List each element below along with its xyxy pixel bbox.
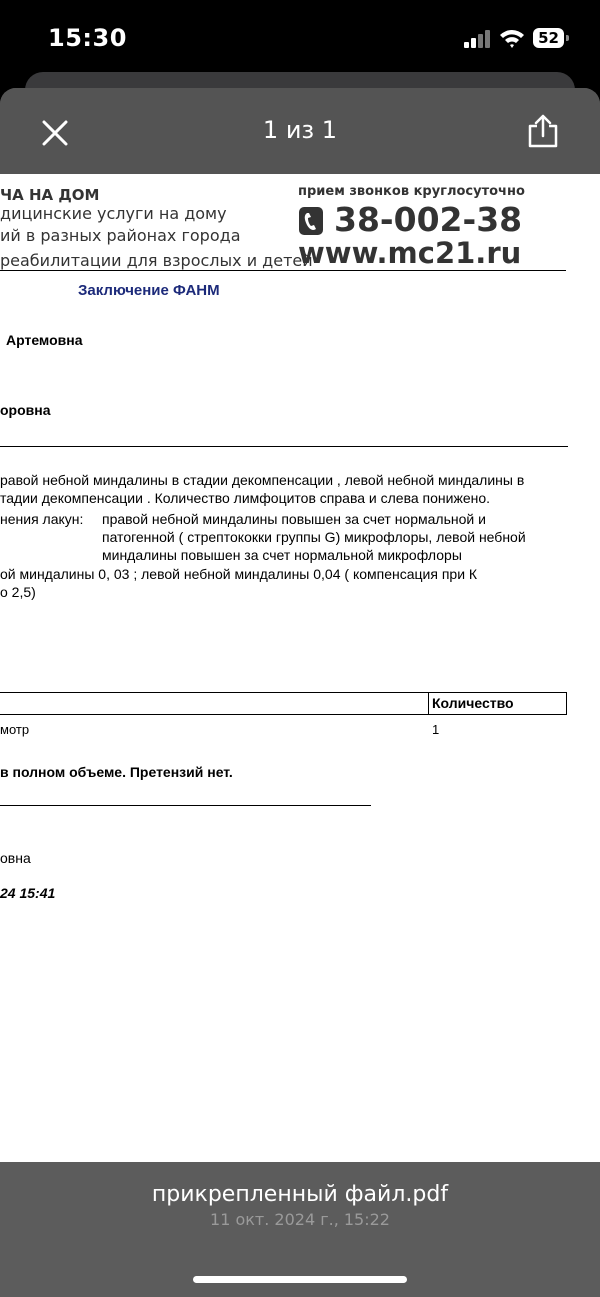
signature-line: [0, 805, 371, 806]
document-page: [0, 174, 600, 1164]
lacunae-line-2: патогенной ( стрептококки группы G) микрофлоры, левой небной: [102, 529, 526, 545]
viewer-toolbar: [0, 88, 600, 174]
patient-name: Артемовна: [6, 332, 83, 348]
table-column-divider: [428, 692, 429, 715]
clinic-title: ЧА НА ДОМ: [0, 186, 100, 204]
pdf-viewer-sheet: [0, 88, 600, 1297]
table-row-quantity: 1: [432, 722, 440, 737]
clinic-line-3: реабилитации для взрослых и детей: [0, 251, 313, 270]
cellular-signal-icon: [464, 30, 492, 48]
findings-line-2: тадии декомпенсации . Количество лимфоцитов справа и слева понижено.: [0, 490, 491, 506]
header-divider: [0, 270, 566, 271]
index-line-1: ой миндалины 0, 03 ; левой небной миндалины 0,04 ( компенсация при К: [0, 566, 478, 582]
doctor-name: оровна: [0, 402, 51, 418]
section-divider: [0, 446, 568, 447]
calls-note: прием звонков круглосуточно: [298, 184, 525, 199]
clinic-website: www.mc21.ru: [298, 236, 522, 270]
wifi-icon: [499, 27, 525, 49]
clinic-line-2: ий в разных районах города: [0, 226, 241, 245]
signature-name: овна: [0, 850, 31, 866]
status-bar: [0, 0, 600, 70]
services-statement: в полном объеме. Претензий нет.: [0, 764, 233, 780]
lacunae-line-1: правой небной миндалины повышен за счет нормальной и: [102, 511, 486, 527]
home-indicator[interactable]: [193, 1276, 407, 1283]
index-line-2: о 2,5): [0, 584, 36, 600]
findings-line-1: равой небной миндалины в стадии декомпенсации , левой небной миндалины в: [0, 472, 525, 488]
document-title: Заключение ФАНМ: [78, 282, 220, 299]
lacunae-line-3: миндалины повышен за счет нормальной микрофлоры: [102, 547, 462, 563]
clinic-line-1: дицинские услуги на дому: [0, 204, 227, 223]
share-icon[interactable]: [527, 114, 559, 148]
lacunae-label: нения лакун:: [0, 511, 84, 527]
table-row-service: мотр: [0, 722, 30, 737]
quantity-header: Количество: [432, 695, 514, 711]
battery-icon: [533, 28, 569, 48]
phone-icon: [298, 206, 324, 236]
battery-level: 52: [533, 28, 564, 48]
attachment-file-name: прикрепленный файл.pdf: [151, 1182, 449, 1207]
status-time: 15:30: [48, 24, 127, 52]
page-counter: 1 из 1: [262, 116, 338, 144]
attachment-date: 11 окт. 2024 г., 15:22: [210, 1210, 390, 1229]
clinic-phone: 38-002-38: [334, 200, 523, 239]
document-timestamp: 24 15:41: [0, 885, 56, 901]
